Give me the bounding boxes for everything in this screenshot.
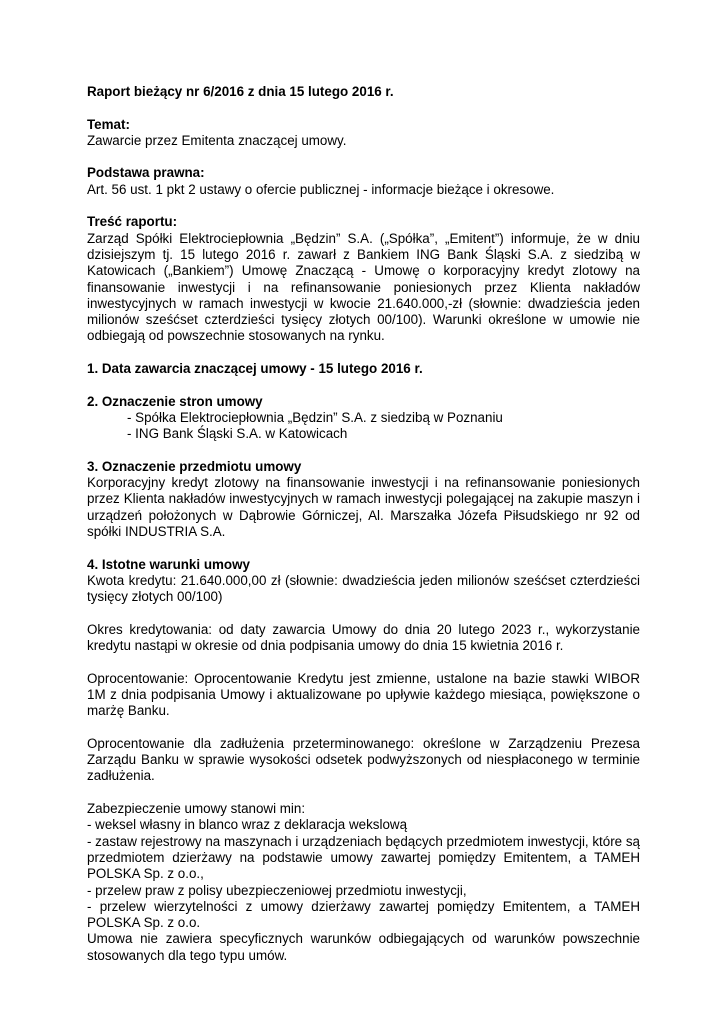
- section-3-text: Korporacyjny kredyt zlotowy na finansowanie inwestycji i na refinansowanie poniesionych przez Klienta nakładów inwestycyjnych w ramach inwestycji polegającej na zakupie maszyn i urządzeń położonych w Dąbrowie Górniczej, Al. Marszałka Józefa Piłsudskiego nr 92 od spółki INDUSTRIA S.A.: [87, 475, 640, 540]
- credit-period: Okres kredytowania: od daty zawarcia Umowy do dnia 20 lutego 2023 r., wykorzystanie kredytu nastąpi w okresie od dnia podpisania umowy do dnia 15 kwietnia 2016 r.: [87, 621, 640, 654]
- list-item: - przelew wierzytelności z umowy dzierżawy zawartej pomiędzy Emitentem, a TAMEH POLSKA Sp. z o.o.: [87, 898, 640, 931]
- section-2: [87, 394, 640, 443]
- section-4: [87, 557, 640, 964]
- section-3: [87, 459, 640, 540]
- section-3-heading: 3. Oznaczenie przedmiotu umowy: [87, 458, 302, 474]
- interest-rate: Oprocentowanie: Oprocentowanie Kredytu jest zmienne, ustalone na bazie stawki WIBOR 1M z dnia podpisania Umowy i aktualizowane po upływie każdego miesiąca, powiększone o marżę Banku.: [87, 670, 640, 719]
- credit-amount: Kwota kredytu: 21.640.000,00 zł (słownie: dwadzieścia jeden milionów sześćset czterdzieści tysięcy złotych 00/100): [87, 572, 640, 605]
- closing-statement: Umowa nie zawiera specyficznych warunków odbiegających od warunków powszechnie stosowanych dla tego typu umów.: [87, 931, 640, 963]
- list-item: - weksel własny in blanco wraz z deklaracja wekslową: [87, 817, 408, 833]
- topic-text: Zawarcie przez Emitenta znaczącej umowy.: [87, 132, 347, 148]
- list-item: - zastaw rejestrowy na maszynach i urządzeniach będących przedmiotem inwestycji, które są przedmiotem dzierżawy na podstawie umowy zawartej pomiędzy Emitentem, a TAMEH POLSKA Sp. z o.o.,: [87, 833, 640, 882]
- topic-heading: Temat:: [87, 116, 130, 132]
- report-document: [87, 84, 640, 964]
- section-4-heading: 4. Istotne warunki umowy: [87, 556, 250, 572]
- topic-section: [87, 117, 640, 150]
- parties-list: [87, 410, 640, 443]
- list-item: - przelew praw z polisy ubezpieczeniowej przedmiotu inwestycji,: [87, 882, 467, 898]
- list-item: - Spółka Elektrociepłownia „Będzin” S.A. z siedzibą w Poznaniu: [127, 409, 503, 425]
- legal-basis-heading: Podstawa prawna:: [87, 165, 205, 181]
- legal-basis-text: Art. 56 ust. 1 pkt 2 ustawy o ofercie publicznej - informacje bieżące i okresowe.: [87, 181, 555, 197]
- content-text: Zarząd Spółki Elektrociepłownia „Będzin” S.A. („Spółka”, „Emitent”) informuje, że w dniu dzisiejszym tj. 15 lutego 2016 r. zawarł z Bankiem ING Bank Śląski S.A. z siedzibą w Katowicach („Bankiem”) Umowę Znaczącą - Umowę o korporacyjny kredyt zlotowy na finansowanie inwestycji i na refinansowanie poniesionych przez Klienta nakładów inwestycyjnych w ramach inwestycji w kwocie 21.640.000,-zł (słownie: dwadzieścia jeden milionów sześćset czterdzieści tysięcy złotych 00/100). Warunki określone w umowie nie odbiegają od powszechnie stosowanych na rynku.: [87, 230, 640, 344]
- list-item: - ING Bank Śląski S.A. w Katowicach: [127, 426, 348, 442]
- section-2-heading: 2. Oznaczenie stron umowy: [87, 393, 263, 409]
- report-title: Raport bieżący nr 6/2016 z dnia 15 lutego 2016 r.: [87, 84, 394, 99]
- content-heading: Treść raportu:: [87, 214, 178, 230]
- security-intro: Zabezpieczenie umowy stanowi min:: [87, 801, 306, 817]
- section-1: [87, 361, 640, 377]
- overdue-interest: Oprocentowanie dla zadłużenia przeterminowanego: określone w Zarządzeniu Prezesa Zarządu Banku w sprawie wysokości odsetek podwyższonych od niespłaconego w terminie zadłużenia.: [87, 735, 640, 784]
- section-1-heading: 1. Data zawarcia znaczącej umowy - 15 lutego 2016 r.: [87, 361, 423, 377]
- content-section: [87, 214, 640, 344]
- legal-basis-section: [87, 165, 640, 198]
